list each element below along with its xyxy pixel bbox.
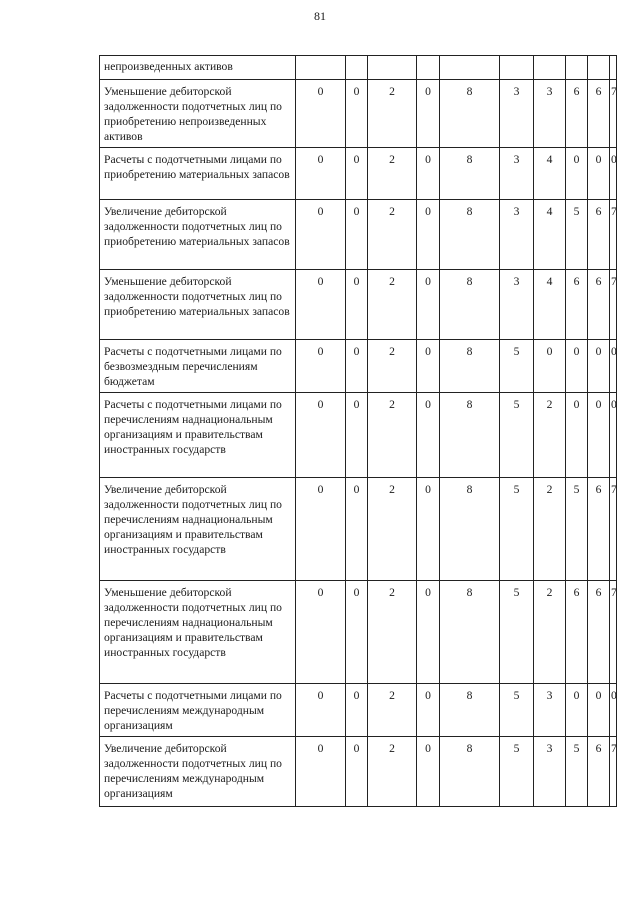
code-digit: 2: [534, 393, 566, 478]
table-row: [100, 581, 617, 684]
code-digit: 0: [588, 148, 610, 200]
row-name: Уменьшение дебиторской задолженности подотчетных лиц по приобретению материальных запасов: [100, 270, 296, 340]
code-digit: 5: [500, 393, 534, 478]
table-row: [100, 80, 617, 148]
code-digit: 0: [296, 478, 346, 581]
code-digit: 0: [610, 393, 617, 478]
code-digit: 0: [296, 737, 346, 807]
code-digit: 3: [500, 200, 534, 270]
code-digit: [417, 56, 440, 80]
code-digit: 0: [566, 340, 588, 393]
code-digit: 6: [566, 581, 588, 684]
row-name: Увеличение дебиторской задолженности подотчетных лиц по перечислениям наднациональным организациям и правительствам иностранных государств: [100, 478, 296, 581]
code-digit: [368, 56, 417, 80]
code-digit: 7: [610, 80, 617, 148]
code-digit: 0: [346, 684, 368, 737]
code-digit: 2: [368, 340, 417, 393]
code-digit: 5: [566, 737, 588, 807]
code-digit: 5: [500, 478, 534, 581]
code-digit: 0: [417, 393, 440, 478]
table-row: [100, 56, 617, 80]
code-digit: 0: [417, 478, 440, 581]
table-row: [100, 270, 617, 340]
code-digit: 0: [566, 148, 588, 200]
code-digit: 3: [500, 270, 534, 340]
code-digit: 0: [346, 340, 368, 393]
code-digit: 6: [588, 737, 610, 807]
table-row: [100, 148, 617, 200]
code-digit: 6: [588, 478, 610, 581]
code-digit: 8: [440, 581, 500, 684]
code-digit: 2: [368, 684, 417, 737]
code-digit: 6: [566, 80, 588, 148]
code-digit: 6: [566, 270, 588, 340]
code-digit: 7: [610, 200, 617, 270]
code-digit: [296, 56, 346, 80]
code-digit: 2: [368, 737, 417, 807]
code-digit: 3: [534, 684, 566, 737]
code-digit: 0: [588, 684, 610, 737]
code-digit: 2: [368, 393, 417, 478]
code-digit: 0: [296, 340, 346, 393]
code-digit: 0: [417, 270, 440, 340]
code-digit: 2: [368, 581, 417, 684]
code-digit: 0: [566, 393, 588, 478]
code-digit: 0: [296, 393, 346, 478]
code-digit: 2: [368, 200, 417, 270]
code-digit: [440, 56, 500, 80]
code-digit: 0: [346, 148, 368, 200]
code-digit: 0: [296, 270, 346, 340]
code-digit: 8: [440, 270, 500, 340]
account-codes-table: [99, 55, 617, 807]
table-body: [100, 56, 617, 807]
code-digit: 6: [588, 270, 610, 340]
code-digit: 3: [500, 148, 534, 200]
code-digit: 0: [417, 581, 440, 684]
row-name: Уменьшение дебиторской задолженности подотчетных лиц по приобретению непроизведенных активов: [100, 80, 296, 148]
code-digit: 5: [500, 340, 534, 393]
code-digit: 2: [368, 478, 417, 581]
code-digit: 4: [534, 148, 566, 200]
code-digit: 0: [296, 581, 346, 684]
code-digit: 8: [440, 80, 500, 148]
code-digit: 0: [346, 393, 368, 478]
code-digit: 0: [346, 581, 368, 684]
code-digit: 0: [296, 80, 346, 148]
code-digit: 0: [566, 684, 588, 737]
row-name: Уменьшение дебиторской задолженности подотчетных лиц по перечислениям наднациональным организациям и правительствам иностранных государств: [100, 581, 296, 684]
code-digit: [346, 56, 368, 80]
code-digit: 4: [534, 270, 566, 340]
code-digit: 8: [440, 340, 500, 393]
code-digit: 7: [610, 737, 617, 807]
code-digit: 0: [417, 340, 440, 393]
code-digit: 8: [440, 684, 500, 737]
code-digit: 2: [368, 80, 417, 148]
code-digit: 5: [500, 581, 534, 684]
code-digit: 6: [588, 200, 610, 270]
code-digit: 0: [534, 340, 566, 393]
code-digit: 0: [346, 80, 368, 148]
code-digit: 5: [500, 684, 534, 737]
table-row: [100, 684, 617, 737]
code-digit: 0: [346, 200, 368, 270]
code-digit: 8: [440, 737, 500, 807]
code-digit: 2: [534, 581, 566, 684]
code-digit: 8: [440, 478, 500, 581]
code-digit: 0: [296, 200, 346, 270]
code-digit: 0: [346, 478, 368, 581]
code-digit: 7: [610, 270, 617, 340]
table-row: [100, 737, 617, 807]
code-digit: 0: [588, 393, 610, 478]
code-digit: 0: [417, 200, 440, 270]
code-digit: 0: [588, 340, 610, 393]
code-digit: 0: [610, 684, 617, 737]
code-digit: [610, 56, 617, 80]
code-digit: 0: [296, 684, 346, 737]
code-digit: [534, 56, 566, 80]
table-row: [100, 393, 617, 478]
code-digit: 0: [346, 737, 368, 807]
table-row: [100, 200, 617, 270]
code-digit: 0: [610, 340, 617, 393]
table-row: [100, 340, 617, 393]
code-digit: [588, 56, 610, 80]
row-name: Расчеты с подотчетными лицами по безвозмездным перечислениям бюджетам: [100, 340, 296, 393]
row-name: Увеличение дебиторской задолженности подотчетных лиц по приобретению материальных запасов: [100, 200, 296, 270]
code-digit: 5: [566, 200, 588, 270]
code-digit: 6: [588, 80, 610, 148]
code-digit: 0: [417, 148, 440, 200]
code-digit: 3: [500, 80, 534, 148]
code-digit: 2: [368, 148, 417, 200]
code-digit: 0: [417, 80, 440, 148]
code-digit: 0: [417, 684, 440, 737]
row-name: Расчеты с подотчетными лицами по приобретению материальных запасов: [100, 148, 296, 200]
code-digit: 5: [566, 478, 588, 581]
code-digit: 2: [534, 478, 566, 581]
row-name: непроизведенных активов: [100, 56, 296, 80]
code-digit: 3: [534, 80, 566, 148]
code-digit: 4: [534, 200, 566, 270]
row-name: Увеличение дебиторской задолженности подотчетных лиц по перечислениям международным организациям: [100, 737, 296, 807]
row-name: Расчеты с подотчетными лицами по перечислениям наднациональным организациям и правительствам иностранных государств: [100, 393, 296, 478]
code-digit: 0: [346, 270, 368, 340]
code-digit: 2: [368, 270, 417, 340]
code-digit: 0: [296, 148, 346, 200]
code-digit: 0: [417, 737, 440, 807]
code-digit: 3: [534, 737, 566, 807]
code-digit: 6: [588, 581, 610, 684]
page-number: 81: [314, 9, 326, 23]
code-digit: 5: [500, 737, 534, 807]
code-digit: 7: [610, 581, 617, 684]
code-digit: 7: [610, 478, 617, 581]
code-digit: [566, 56, 588, 80]
code-digit: 8: [440, 393, 500, 478]
code-digit: 8: [440, 148, 500, 200]
row-name: Расчеты с подотчетными лицами по перечислениям международным организациям: [100, 684, 296, 737]
table-row: [100, 478, 617, 581]
code-digit: 0: [610, 148, 617, 200]
code-digit: 8: [440, 200, 500, 270]
code-digit: [500, 56, 534, 80]
